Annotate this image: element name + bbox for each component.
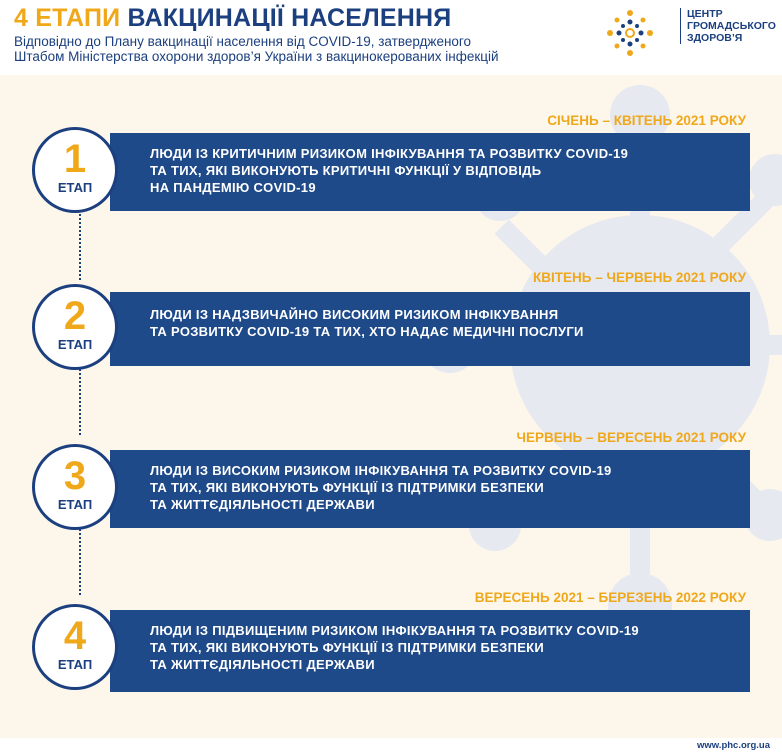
description-line: ТА ТИХ, ЯКІ ВИКОНУЮТЬ ФУНКЦІЇ ІЗ ПІДТРИМКИ БЕЗПЕКИ	[150, 640, 545, 655]
logo-line: ЦЕНТР	[687, 8, 723, 20]
description-line: ТА ТИХ, ЯКІ ВИКОНУЮТЬ ФУНКЦІЇ ІЗ ПІДТРИМКИ БЕЗПЕКИ	[150, 480, 545, 495]
description-line: ЛЮДИ ІЗ ВИСОКИМ РИЗИКОМ ІНФІКУВАННЯ ТА РОЗВИТКУ COVID-19	[150, 463, 612, 478]
stage-description	[150, 306, 740, 340]
description-line: НА ПАНДЕМІЮ COVID-19	[150, 180, 316, 195]
logo-text	[680, 8, 776, 44]
stage-number-badge	[32, 604, 118, 690]
title-accent: 4 ЕТАПИ	[14, 4, 121, 32]
stage-number: 2	[63, 294, 87, 338]
logo-line: ЗДОРОВ’Я	[687, 32, 743, 44]
stage-label: ЕТАП	[57, 337, 93, 352]
page-title	[14, 4, 451, 33]
stage-period: ВЕРЕСЕНЬ 2021 – БЕРЕЗЕНЬ 2022 РОКУ	[474, 590, 746, 605]
stage-number: 4	[63, 614, 87, 658]
stage-number-badge	[32, 444, 118, 530]
stage-description-bar	[110, 450, 750, 528]
stage-period: ЧЕРВЕНЬ – ВЕРЕСЕНЬ 2021 РОКУ	[516, 430, 746, 445]
stage-description-bar	[110, 292, 750, 366]
stage-2	[0, 270, 782, 410]
subtitle	[14, 34, 574, 64]
subtitle-line: Штабом Міністерства охорони здоров’я України з вакцинокерованих інфекцій	[14, 49, 499, 64]
stage-description-bar	[110, 610, 750, 692]
footer-divider	[0, 738, 782, 739]
stage-1	[0, 113, 782, 253]
stage-4	[0, 590, 782, 730]
stage-number: 3	[63, 454, 87, 498]
stage-label: ЕТАП	[57, 657, 93, 672]
stage-description	[150, 145, 740, 196]
logo-line: ГРОМАДСЬКОГО	[687, 20, 776, 32]
website-link[interactable]: www.phc.org.ua	[696, 740, 770, 751]
description-line: ЛЮДИ ІЗ КРИТИЧНИМ РИЗИКОМ ІНФІКУВАННЯ ТА РОЗВИТКУ COVID-19	[150, 146, 629, 161]
description-line: ЛЮДИ ІЗ ПІДВИЩЕНИМ РИЗИКОМ ІНФІКУВАННЯ ТА РОЗВИТКУ COVID-19	[150, 623, 639, 638]
stage-label: ЕТАП	[57, 497, 93, 512]
stage-number-badge	[32, 127, 118, 213]
stage-number-badge	[32, 284, 118, 370]
stages-panel	[0, 75, 782, 738]
description-line: ТА ЖИТТЄДІЯЛЬНОСТІ ДЕРЖАВИ	[150, 497, 375, 512]
stage-number: 1	[63, 137, 87, 181]
subtitle-line: Відповідно до Плану вакцинації населення від COVID-19, затвердженого	[14, 34, 472, 49]
description-line: ЛЮДИ ІЗ НАДЗВИЧАЙНО ВИСОКИМ РИЗИКОМ ІНФІКУВАННЯ	[150, 307, 559, 322]
description-line: ТА ЖИТТЄДІЯЛЬНОСТІ ДЕРЖАВИ	[150, 657, 375, 672]
stage-description	[150, 622, 740, 673]
description-line: ТА РОЗВИТКУ COVID-19 ТА ТИХ, ХТО НАДАЄ МЕДИЧНІ ПОСЛУГИ	[150, 324, 584, 339]
stage-3	[0, 430, 782, 570]
stage-description-bar	[110, 133, 750, 211]
title-main: ВАКЦИНАЦІЇ НАСЕЛЕННЯ	[127, 4, 452, 32]
stage-label: ЕТАП	[57, 180, 93, 195]
description-line: ТА ТИХ, ЯКІ ВИКОНУЮТЬ КРИТИЧНІ ФУНКЦІЇ У ВІДПОВІДЬ	[150, 163, 542, 178]
stage-description	[150, 462, 740, 513]
stage-period: КВІТЕНЬ – ЧЕРВЕНЬ 2021 РОКУ	[533, 270, 746, 285]
stage-period: СІЧЕНЬ – КВІТЕНЬ 2021 РОКУ	[547, 113, 746, 128]
